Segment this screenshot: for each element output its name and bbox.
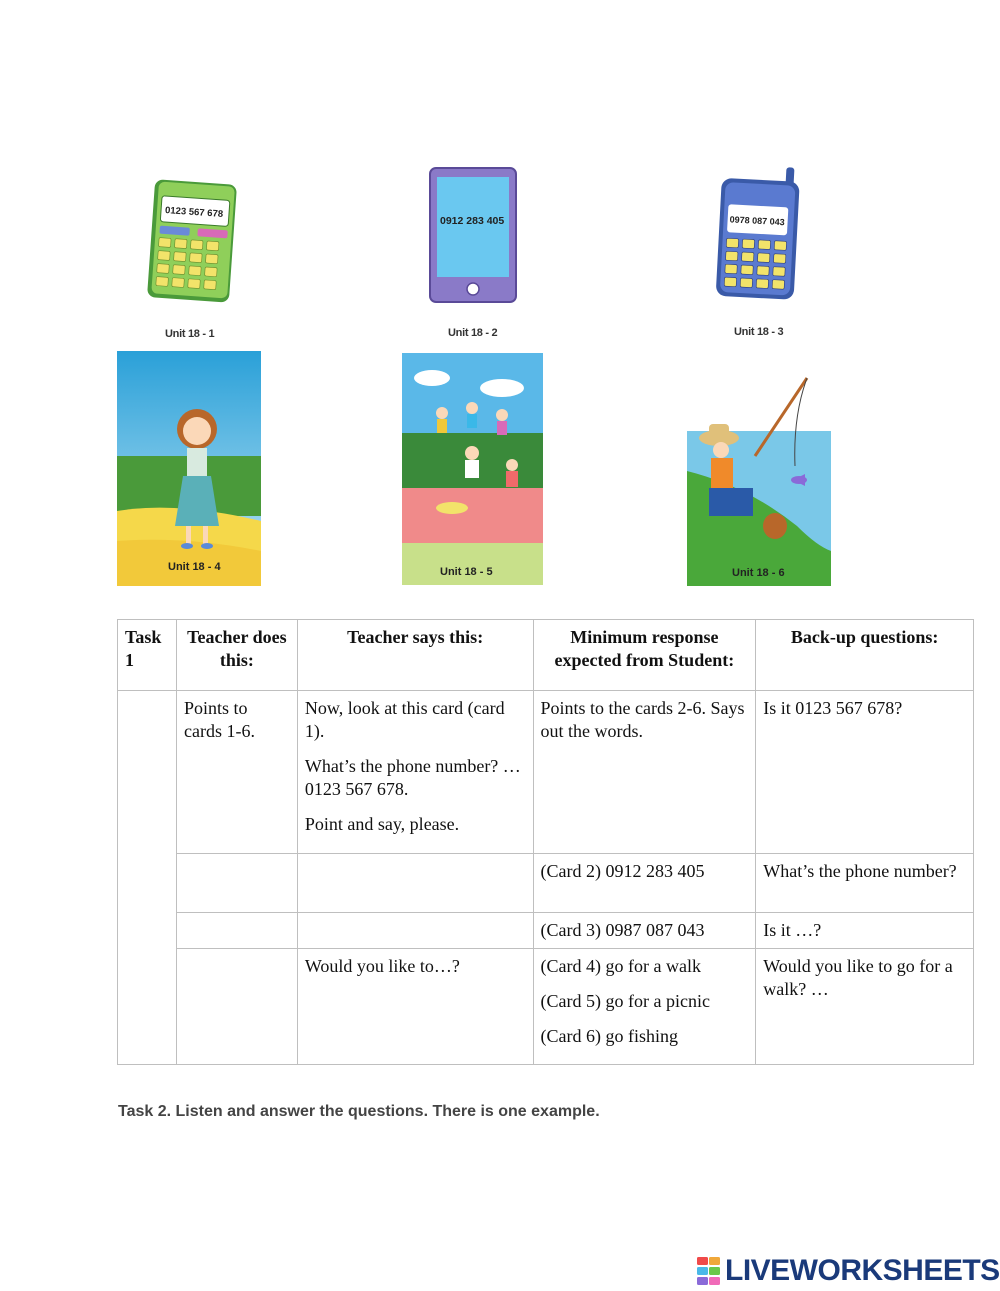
cell-does: Points to cards 1-6.: [176, 691, 297, 854]
cell-response: [533, 691, 756, 854]
cell-response: [533, 949, 756, 1065]
table-header-row: [118, 620, 974, 691]
table-row: [118, 691, 974, 854]
says-line: What’s the phone number? … 0123 567 678.: [304, 756, 521, 799]
card-4-walk-image: [117, 351, 261, 586]
header-task: Task 1: [118, 620, 177, 691]
cell-says: [297, 949, 533, 1065]
cell-does: [176, 913, 297, 949]
header-backup-questions: Back-up questions:: [756, 620, 974, 691]
card-1-caption: Unit 18 - 1: [165, 328, 215, 340]
cell-says: [297, 913, 533, 949]
table-row: [118, 854, 974, 913]
cell-says: [297, 854, 533, 913]
card-6-caption: Unit 18 - 6: [732, 567, 785, 579]
task-column-empty: [118, 691, 177, 1065]
liveworksheets-logo-icon: [697, 1257, 721, 1285]
response-line: (Card 4) go for a walk: [540, 956, 701, 976]
cell-says: [297, 691, 533, 854]
cell-does: [176, 854, 297, 913]
cell-response: [533, 913, 756, 949]
header-teacher-does: Teacher does this:: [176, 620, 297, 691]
card-2-caption: Unit 18 - 2: [448, 327, 498, 339]
response-line: (Card 6) go fishing: [540, 1026, 678, 1046]
task-1-table: [117, 619, 974, 1065]
card-3-phone-image: [715, 164, 807, 302]
cell-response: [533, 854, 756, 913]
card-2-phone-number: 0912 283 405: [440, 215, 505, 227]
response-line: (Card 3) 0987 087 043: [540, 920, 705, 940]
task-2-instruction: Task 2. Listen and answer the questions. There is one example.: [118, 1103, 600, 1120]
card-4-caption: Unit 18 - 4: [168, 561, 221, 573]
liveworksheets-logo: [697, 1254, 1000, 1288]
card-1-phone-number: 0123 567 678: [164, 204, 224, 221]
card-3-phone-number: 0978 087 043: [729, 214, 785, 228]
table-row: [118, 949, 974, 1065]
cell-backup: Would you like to go for a walk? …: [756, 949, 974, 1065]
card-5-caption: Unit 18 - 5: [440, 566, 493, 578]
liveworksheets-logo-text: LIVEWORKSHEETS: [725, 1254, 1000, 1287]
says-line: Now, look at this card (card 1).: [304, 698, 505, 741]
card-3-caption: Unit 18 - 3: [734, 326, 784, 338]
header-min-response: Minimum response expected from Student:: [533, 620, 756, 691]
header-teacher-says: Teacher says this:: [297, 620, 533, 691]
response-line: Points to the cards 2-6. Says out the words.: [540, 698, 745, 741]
says-line: Would you like to…?: [304, 956, 460, 976]
card-6-fishing-image: [687, 376, 831, 586]
table-row: [118, 913, 974, 949]
card-5-picnic-image: [402, 353, 543, 585]
response-line: (Card 5) go for a picnic: [540, 991, 710, 1011]
says-line: Point and say, please.: [304, 814, 460, 834]
card-1-phone-image: [145, 176, 241, 306]
cell-backup: Is it 0123 567 678?: [756, 691, 974, 854]
cell-backup: Is it …?: [756, 913, 974, 949]
card-2-phone-image: [429, 167, 517, 303]
response-line: (Card 2) 0912 283 405: [540, 861, 705, 881]
cell-backup: What’s the phone number?: [756, 854, 974, 913]
cell-does: [176, 949, 297, 1065]
